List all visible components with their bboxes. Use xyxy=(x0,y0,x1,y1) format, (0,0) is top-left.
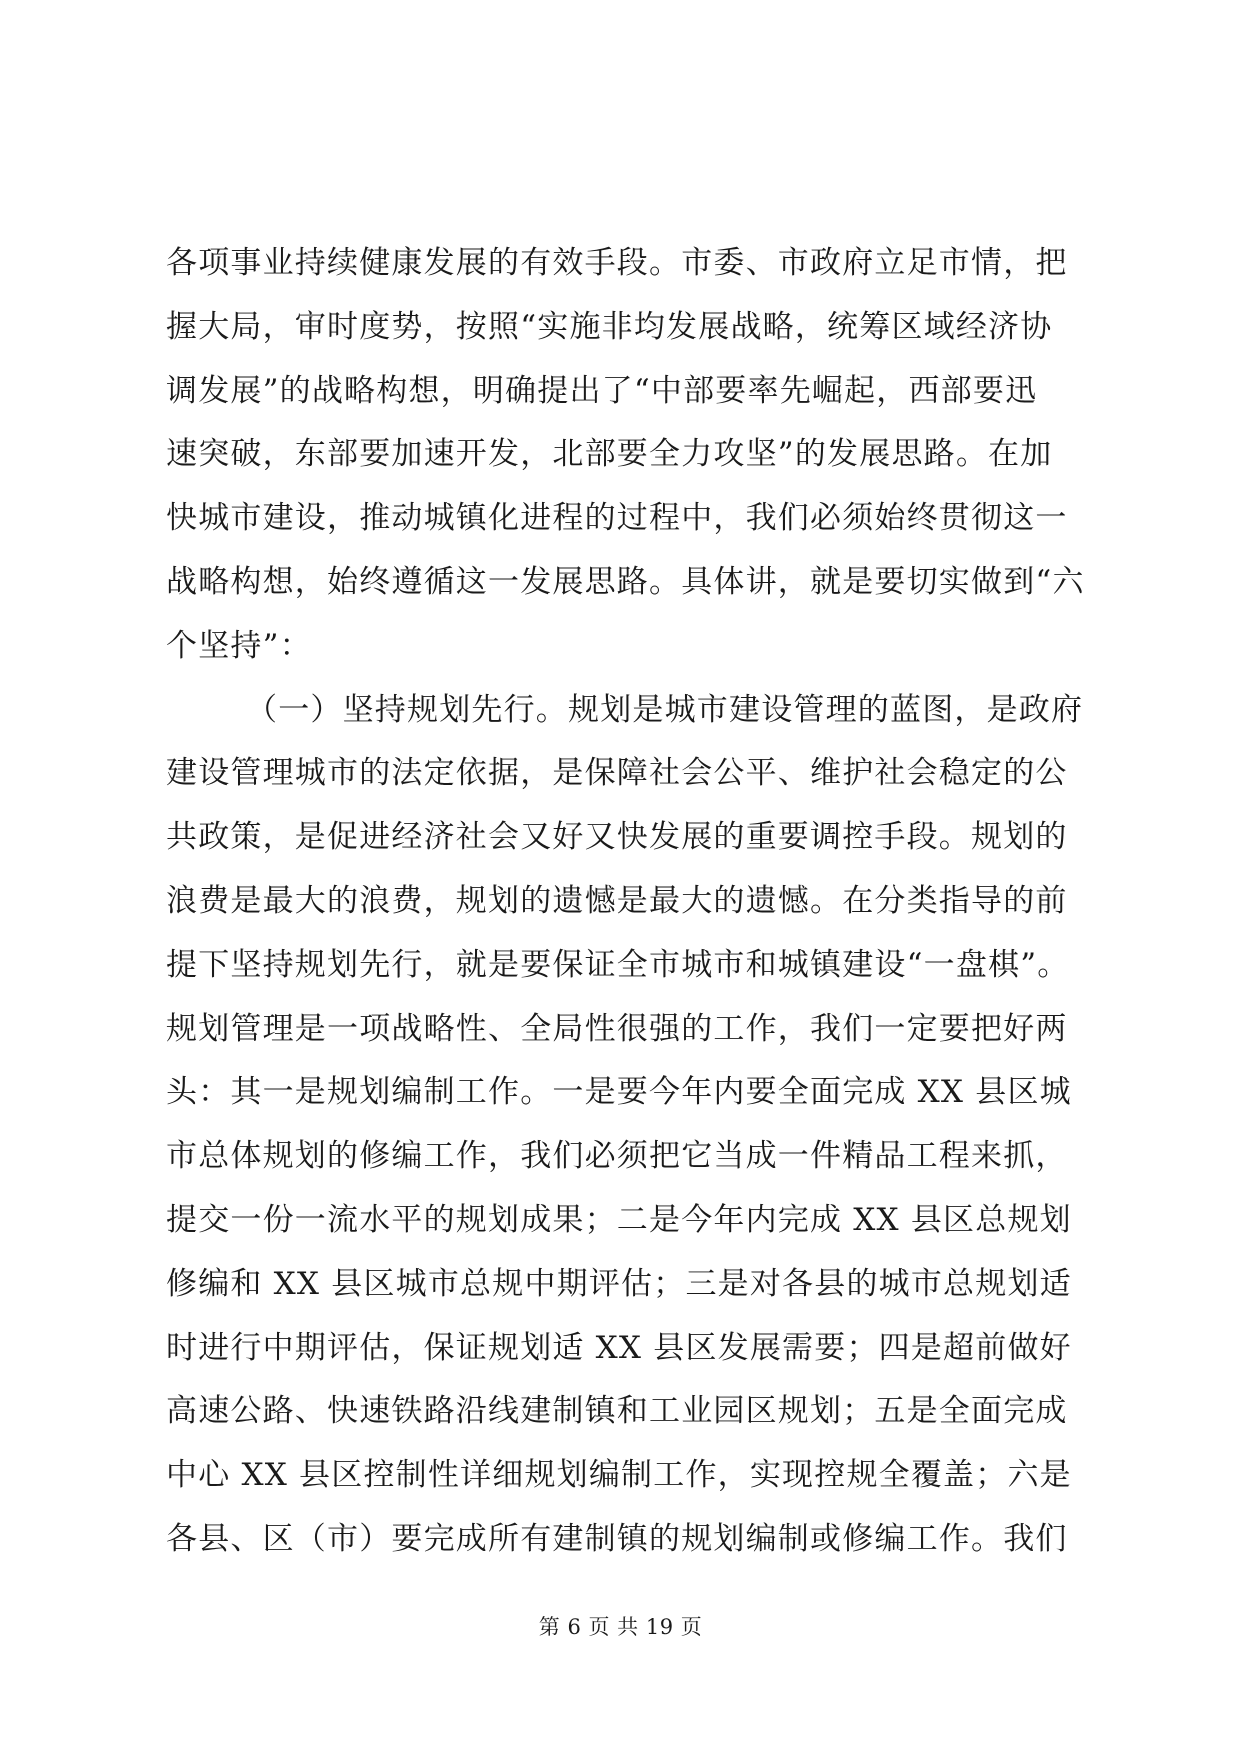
page-number-footer: 第 6 页 共 19 页 xyxy=(538,1615,703,1639)
body-line: 提交一份一流水平的规划成果；二是今年内完成 XX 县区总规划 xyxy=(166,1201,1072,1238)
body-line: 建设管理城市的法定依据，是保障社会公平、维护社会稳定的公 xyxy=(166,755,1068,792)
section-heading-line: （一）坚持规划先行。规划是城市建设管理的蓝图，是政府 xyxy=(246,691,1084,728)
body-line: 中心 XX 县区控制性详细规划编制工作，实现控规全覆盖；六是 xyxy=(166,1457,1072,1494)
body-line: 各项事业持续健康发展的有效手段。市委、市政府立足市情，把 xyxy=(166,245,1068,281)
body-line: 调发展”的战略构想，明确提出了“中部要率先崛起，西部要迅 xyxy=(166,372,1038,409)
body-line: 修编和 XX 县区城市总规中期评估；三是对各县的城市总规划适 xyxy=(166,1265,1072,1302)
body-line: 快城市建设，推动城镇化进程的过程中，我们必须始终贯彻这一 xyxy=(166,500,1068,537)
body-line: 浪费是最大的浪费，规划的遗憾是最大的遗憾。在分类指导的前 xyxy=(166,882,1068,919)
body-line: 各县、区（市）要完成所有建制镇的规划编制或修编工作。我们 xyxy=(166,1520,1068,1557)
body-line: 规划管理是一项战略性、全局性很强的工作，我们一定要把好两 xyxy=(166,1010,1068,1047)
document-body xyxy=(166,232,1086,1572)
body-line: 提下坚持规划先行，就是要保证全市城市和城镇建设“一盘棋”。 xyxy=(166,946,1070,983)
body-line: 战略构想，始终遵循这一发展思路。具体讲，就是要切实做到“六 xyxy=(166,563,1085,600)
body-line: 市总体规划的修编工作，我们必须把它当成一件精品工程来抓， xyxy=(166,1138,1068,1175)
body-line: 共政策，是促进经济社会又好又快发展的重要调控手段。规划的 xyxy=(166,819,1068,856)
body-line: 时进行中期评估，保证规划适 XX 县区发展需要；四是超前做好 xyxy=(166,1329,1072,1366)
body-line: 速突破，东部要加速开发，北部要全力攻坚”的发展思路。在加 xyxy=(166,436,1053,473)
body-line: 头：其一是规划编制工作。一是要今年内要全面完成 XX 县区城 xyxy=(166,1074,1072,1111)
body-line: 握大局，审时度势，按照“实施非均发展战略，统筹区域经济协 xyxy=(166,308,1053,345)
body-line: 高速公路、快速铁路沿线建制镇和工业园区规划；五是全面完成 xyxy=(166,1393,1068,1430)
body-line: 个坚持”： xyxy=(166,627,312,664)
